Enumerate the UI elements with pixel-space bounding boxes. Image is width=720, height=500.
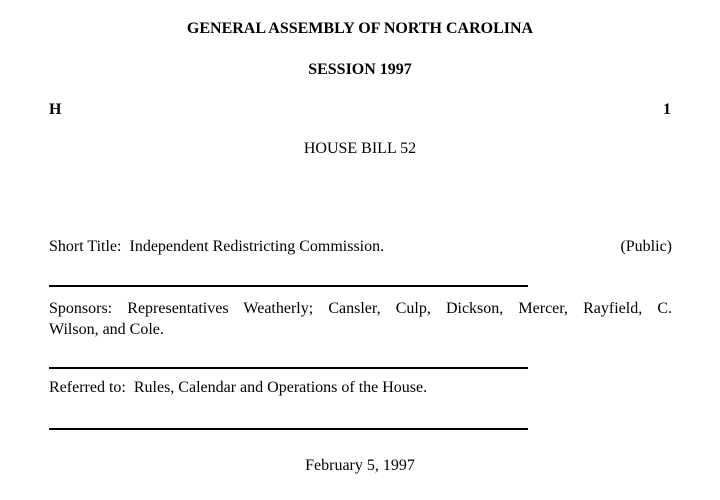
session-title: SESSION 1997 <box>308 61 412 78</box>
sponsors-label: Sponsors: <box>49 300 113 317</box>
page-marker: 1 <box>663 101 671 118</box>
bill-classification: (Public) <box>620 238 672 255</box>
short-title-text: Independent Redistricting Commission. <box>129 238 385 255</box>
referral-text: Rules, Calendar and Operations of the House. <box>133 379 428 396</box>
sponsors-block <box>49 298 672 340</box>
divider-rule <box>49 367 528 369</box>
filing-date: February 5, 1997 <box>305 457 415 474</box>
divider-rule <box>49 285 528 287</box>
chamber-marker: H <box>49 101 62 118</box>
referral-label: Referred to: <box>49 379 126 396</box>
short-title-row <box>49 238 384 256</box>
sponsors-names-2: Wilson, and Cole. <box>49 321 164 338</box>
sponsors-names-1: Representatives Weatherly; Cansler, Culp, Dickson, Mercer, Rayfield, C. <box>127 300 672 317</box>
referral-row <box>49 379 427 397</box>
divider-rule <box>49 428 528 430</box>
short-title-label: Short Title: <box>49 238 122 255</box>
sponsors-line-1 <box>49 298 672 319</box>
bill-number: HOUSE BILL 52 <box>303 140 417 157</box>
assembly-title: GENERAL ASSEMBLY OF NORTH CAROLINA <box>186 20 534 37</box>
